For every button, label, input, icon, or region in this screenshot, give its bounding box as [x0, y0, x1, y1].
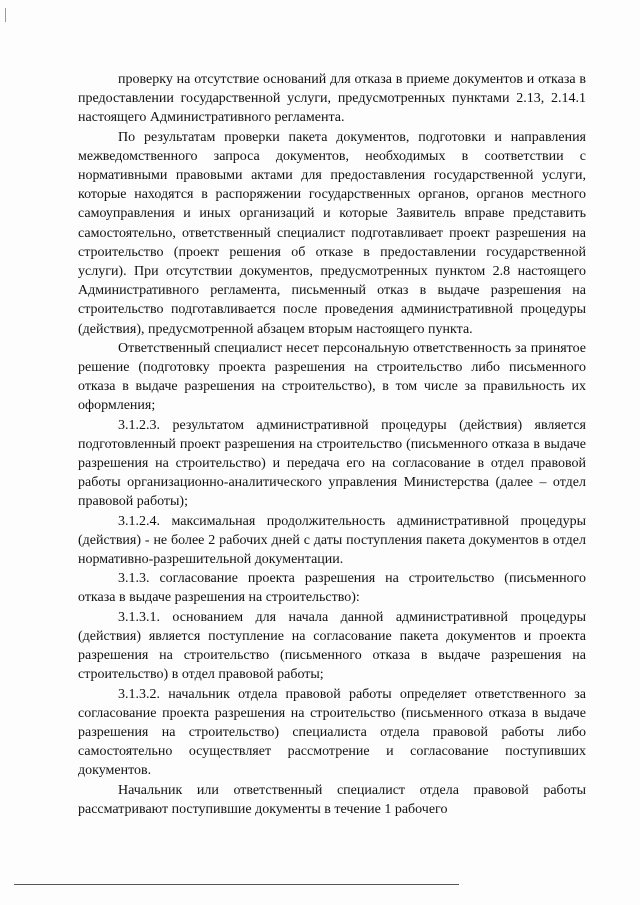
paragraph-3-1-2-3: 3.1.2.3. результатом административной процедуры (действия) является подготовленный проект разрешения на строительство (письменного отказа в выдаче разрешения на строительство) и передача его на согласование в отдел правовой работы организационно-аналитического управления Министерства (далее – отдел правовой работы);: [78, 417, 586, 510]
paragraph-3-1-2-4: 3.1.2.4. максимальная продолжительность административной процедуры (действия) - не более 2 рабочих дней с даты поступления пакета документов в отдел нормативно-разрешительной документации.: [78, 513, 586, 568]
paragraph-review-documents: Начальник или ответственный специалист отдела правовой работы рассматривают поступившие документы в течение 1 рабочего: [78, 782, 586, 817]
paragraph-verification-results: По результатам проверки пакета документов, подготовки и направления межведомственного запроса документов, необходимых в соответствии с нормативными правовыми актами для предоставления государственной услуги, которые находятся в распоряжении государственных органов, органов местного самоуправления и иных организаций и которые Заявитель вправе представить самостоятельно, ответственный специалист подготавливает проект разрешения на строительство (проект решения об отказе в предоставлении государственной услуги). При отсутствии документов, предусмотренных пунктом 2.8 настоящего Административного регламента, письменный отказ в выдаче разрешения на строительство подготавливается после проведения административной процедуры (действия), предусмотренной абзацем вторым настоящего пункта.: [78, 129, 586, 337]
paragraph-3-1-3-2: 3.1.3.2. начальник отдела правовой работы определяет ответственного за согласование проекта разрешения на строительство (письменного отказа в выдаче разрешения на строительство) специалиста отдела правовой работы либо самостоятельно осуществляет рассмотрение и согласование поступивших документов.: [78, 686, 586, 779]
paragraph-responsibility: Ответственный специалист несет персональную ответственность за принятое решение (подготовку проекта разрешения на строительство либо письменного отказа в выдаче разрешения на строительство), в том числе за правильность их оформления;: [78, 340, 586, 414]
paragraph-3-1-3-1: 3.1.3.1. основанием для начала данной административной процедуры (действия) является поступление на согласование пакета документов и проекта разрешения на строительство (письменного отказа в выдаче разрешения на строительство) в отдел правовой работы;: [78, 609, 586, 683]
document-text: [78, 70, 586, 819]
scan-edge-mark: [5, 8, 6, 22]
paragraph-check-grounds: проверку на отсутствие оснований для отказа в приеме документов и отказа в предоставлении государственной услуги, предусмотренных пунктами 2.13, 2.14.1 настоящего Административного регламента.: [78, 72, 586, 126]
page-bottom-rule: [14, 884, 459, 885]
paragraph-3-1-3: 3.1.3. согласование проекта разрешения на строительство (письменного отказа в выдаче разрешения на строительство):: [78, 571, 586, 606]
